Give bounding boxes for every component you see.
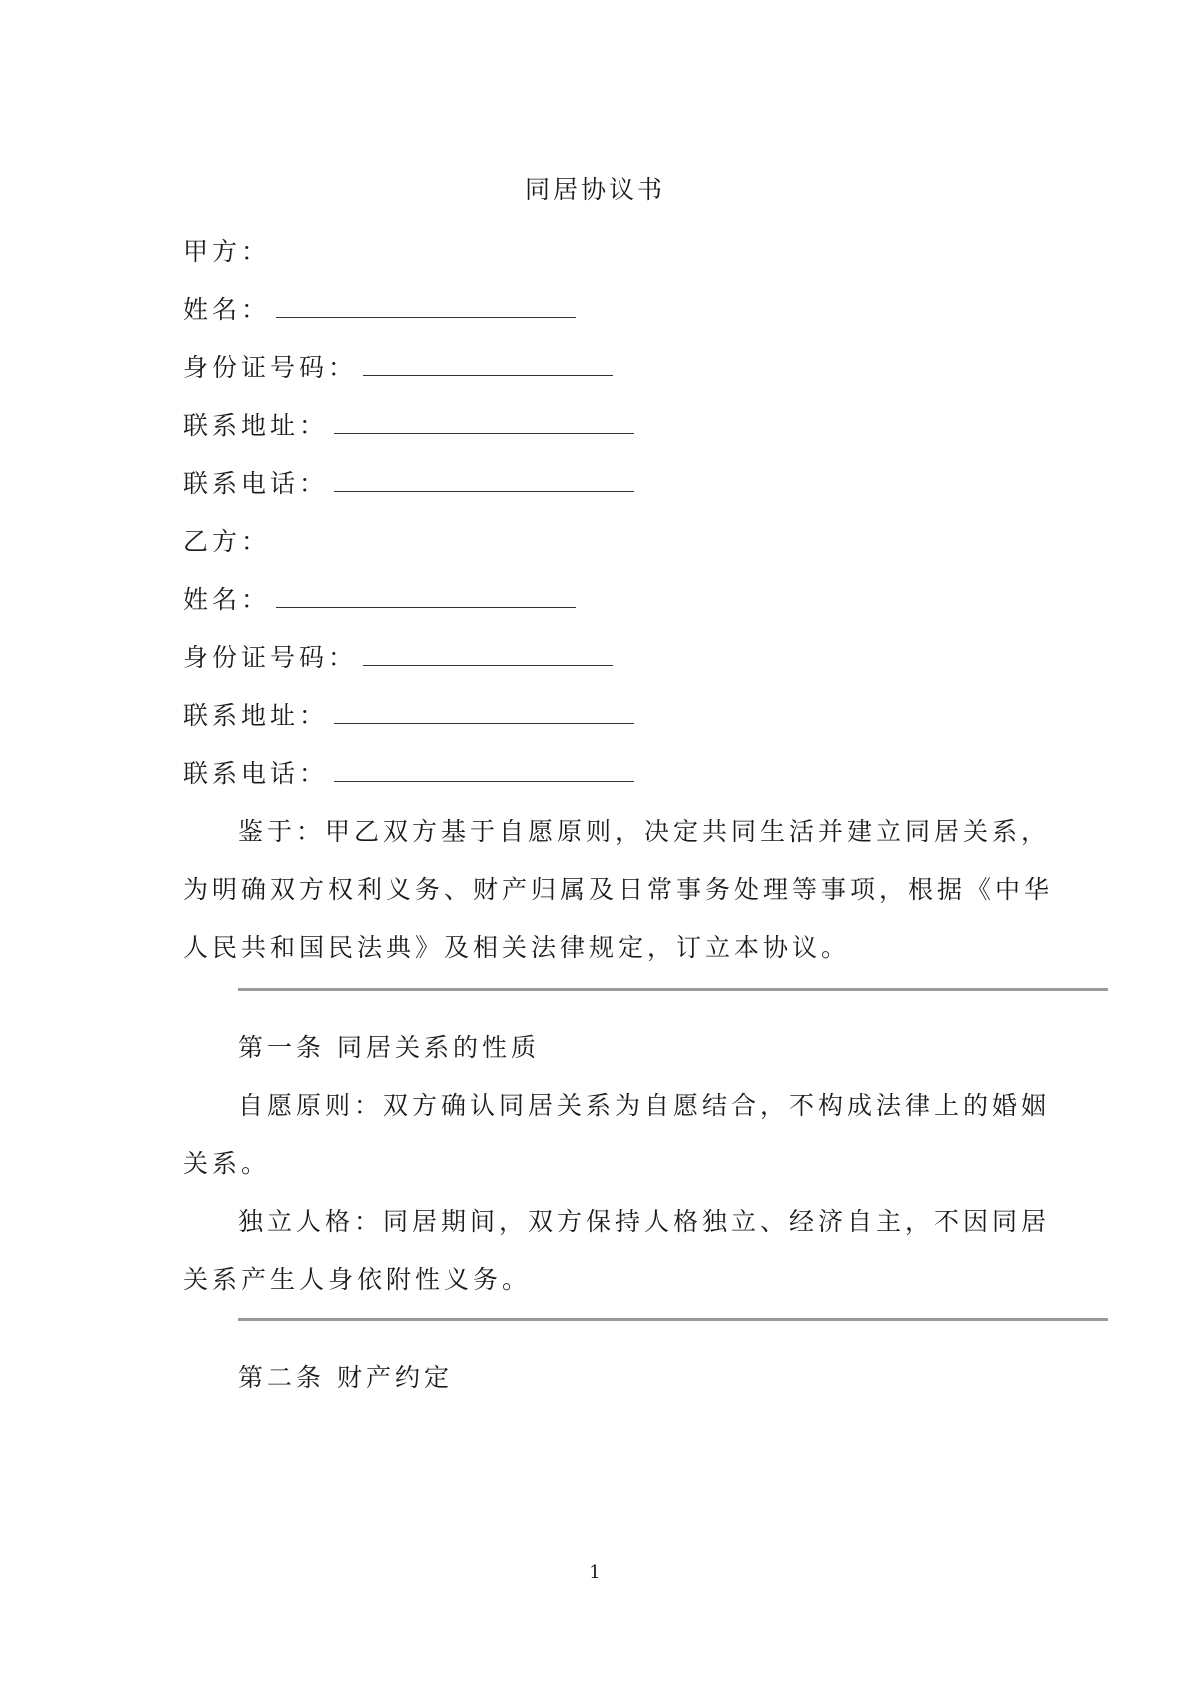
party-b-id-row: [183, 642, 613, 674]
party-a-name-field[interactable]: [276, 295, 576, 318]
party-a-id-row: [183, 352, 613, 384]
party-a-name-row: [183, 294, 576, 326]
party-b-address-field[interactable]: [334, 701, 634, 724]
party-a-address-row: [183, 410, 634, 442]
party-a-address-label: 联系地址：: [183, 411, 329, 440]
party-a-id-field[interactable]: [363, 353, 613, 376]
party-b-phone-label: 联系电话：: [183, 759, 329, 788]
party-b-address-row: [183, 700, 634, 732]
party-a-address-field[interactable]: [334, 411, 634, 434]
party-b-address-label: 联系地址：: [183, 701, 329, 730]
party-b-id-label: 身份证号码：: [183, 643, 358, 672]
preamble-line-3: 人民共和国民法典》及相关法律规定，订立本协议。: [183, 933, 851, 962]
party-b-id-field[interactable]: [363, 643, 613, 666]
party-a-id-label: 身份证号码：: [183, 353, 358, 382]
preamble-line-2: 为明确双方权利义务、财产归属及日常事务处理等事项，根据《中华: [183, 875, 1054, 904]
article-1-para-1-line-2: 关系。: [183, 1149, 271, 1178]
party-a-phone-label: 联系电话：: [183, 469, 329, 498]
page-number: 1: [589, 1562, 601, 1583]
party-a-heading: 甲方：: [183, 237, 271, 266]
party-b-name-field[interactable]: [276, 585, 576, 608]
party-b-heading: 乙方：: [183, 527, 271, 556]
article-1-para-2-line-1: 独立人格：同居期间，双方保持人格独立、经济自主，不因同居: [238, 1207, 1051, 1236]
party-a-phone-field[interactable]: [334, 469, 634, 492]
party-a-name-label: 姓名：: [183, 295, 271, 324]
article-1-para-1-line-1: 自愿原则：双方确认同居关系为自愿结合，不构成法律上的婚姻: [238, 1091, 1051, 1120]
document-title: 同居协议书: [524, 175, 665, 204]
party-a-phone-row: [183, 468, 634, 500]
section-divider: [238, 1318, 1108, 1321]
article-1-para-2-line-2: 关系产生人身依附性义务。: [183, 1265, 532, 1294]
party-b-phone-row: [183, 758, 634, 790]
article-2-heading: 第二条 财产约定: [238, 1363, 453, 1392]
preamble-line-1: 鉴于：甲乙双方基于自愿原则，决定共同生活并建立同居关系，: [238, 817, 1051, 846]
section-divider: [238, 988, 1108, 991]
party-b-name-row: [183, 584, 576, 616]
article-1-heading: 第一条 同居关系的性质: [238, 1033, 540, 1062]
party-b-phone-field[interactable]: [334, 759, 634, 782]
party-b-name-label: 姓名：: [183, 585, 271, 614]
